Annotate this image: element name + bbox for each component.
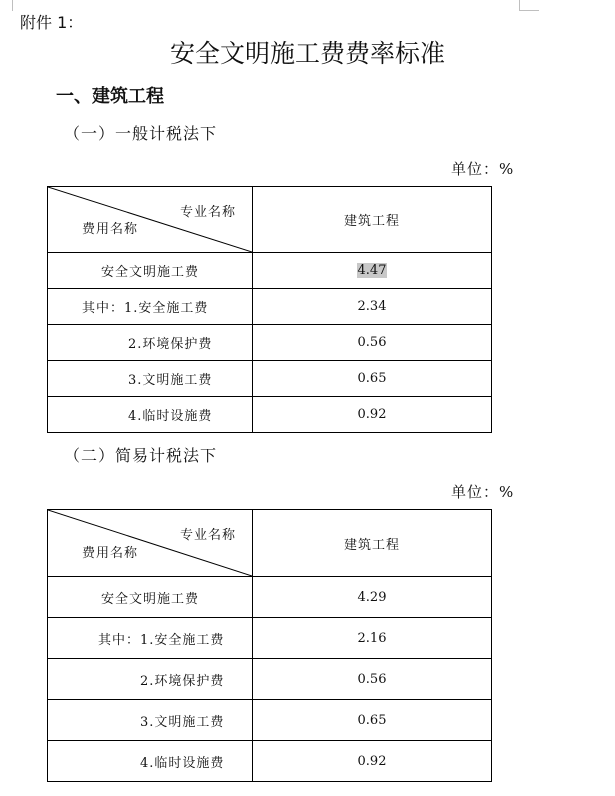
diagonal-header-cell bbox=[48, 187, 253, 253]
row-name: 4.临时设施费 bbox=[48, 397, 253, 433]
table-row bbox=[48, 659, 492, 700]
table-row bbox=[48, 397, 492, 433]
row-name: 安全文明施工费 bbox=[48, 577, 253, 618]
row-value: 0.92 bbox=[253, 741, 492, 782]
row-name: 其中：1.安全施工费 bbox=[48, 289, 253, 325]
row-name: 3.文明施工费 bbox=[48, 361, 253, 397]
column-header: 建筑工程 bbox=[253, 510, 492, 577]
row-value-cell bbox=[253, 253, 492, 289]
diagonal-line bbox=[48, 510, 252, 576]
attachment-label: 附件 1： bbox=[20, 13, 84, 32]
header-top-right-label: 专业名称 bbox=[179, 528, 236, 543]
row-value: 0.92 bbox=[253, 397, 492, 433]
table-row bbox=[48, 577, 492, 618]
document-title: 安全文明施工费费率标准 bbox=[169, 39, 445, 68]
table-row bbox=[48, 289, 492, 325]
diagonal-header-cell bbox=[48, 510, 253, 577]
row-value: 2.16 bbox=[253, 618, 492, 659]
table-row bbox=[48, 253, 492, 289]
header-bottom-left-label: 费用名称 bbox=[82, 546, 139, 561]
table-row bbox=[48, 325, 492, 361]
row-name: 其中：1.安全施工费 bbox=[48, 618, 253, 659]
unit-label: 单位：% bbox=[451, 483, 515, 501]
header-bottom-left-label: 费用名称 bbox=[82, 222, 139, 237]
table-row bbox=[48, 361, 492, 397]
crop-mark-left bbox=[12, 0, 13, 11]
table-header-row bbox=[48, 510, 492, 577]
row-value: 2.34 bbox=[253, 289, 492, 325]
row-value: 0.65 bbox=[253, 700, 492, 741]
row-name: 2.环境保护费 bbox=[48, 659, 253, 700]
unit-label: 单位：% bbox=[451, 160, 515, 178]
row-name: 3.文明施工费 bbox=[48, 700, 253, 741]
row-name: 安全文明施工费 bbox=[48, 253, 253, 289]
section-heading: 一、建筑工程 bbox=[56, 86, 164, 107]
fee-rate-table-simple bbox=[47, 509, 492, 782]
header-top-right-label: 专业名称 bbox=[179, 205, 236, 220]
row-value: 4.29 bbox=[253, 577, 492, 618]
table-row bbox=[48, 618, 492, 659]
table-row bbox=[48, 741, 492, 782]
row-value: 0.65 bbox=[253, 361, 492, 397]
row-name: 2.环境保护费 bbox=[48, 325, 253, 361]
subsection-title-simple: （二）简易计税法下 bbox=[64, 446, 218, 465]
row-name: 4.临时设施费 bbox=[48, 741, 253, 782]
table-header-row bbox=[48, 187, 492, 253]
subsection-title-general: （一）一般计税法下 bbox=[64, 124, 218, 143]
fee-rate-table-general bbox=[47, 186, 492, 433]
row-value-highlighted: 4.47 bbox=[357, 263, 387, 278]
row-value: 0.56 bbox=[253, 659, 492, 700]
row-value: 0.56 bbox=[253, 325, 492, 361]
column-header: 建筑工程 bbox=[253, 187, 492, 253]
crop-mark-right-horizontal bbox=[519, 10, 539, 11]
table-row bbox=[48, 700, 492, 741]
